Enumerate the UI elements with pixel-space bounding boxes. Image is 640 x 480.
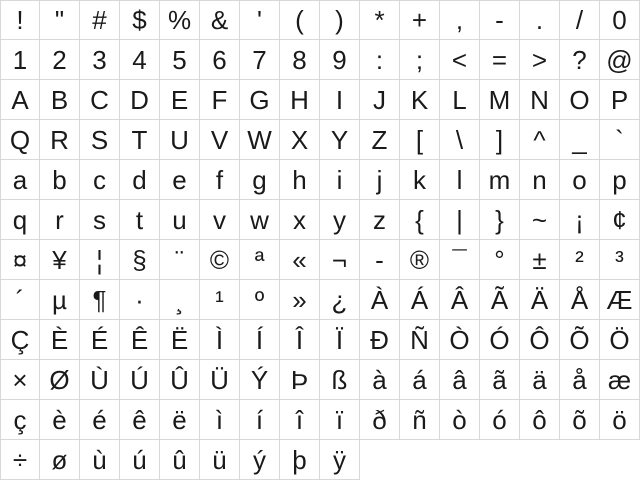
glyph-cell[interactable]: ² bbox=[560, 240, 600, 280]
glyph-cell[interactable]: 5 bbox=[160, 40, 200, 80]
glyph-cell[interactable]: | bbox=[440, 200, 480, 240]
glyph-cell[interactable]: ® bbox=[400, 240, 440, 280]
glyph-cell[interactable]: ò bbox=[440, 400, 480, 440]
glyph-cell[interactable]: Ì bbox=[200, 320, 240, 360]
glyph-cell[interactable]: ± bbox=[520, 240, 560, 280]
glyph-cell[interactable]: D bbox=[120, 80, 160, 120]
glyph-cell[interactable]: Ï bbox=[320, 320, 360, 360]
glyph-cell[interactable]: " bbox=[40, 0, 80, 40]
glyph-cell[interactable]: È bbox=[40, 320, 80, 360]
glyph-cell[interactable]: Q bbox=[0, 120, 40, 160]
glyph-cell[interactable]: _ bbox=[560, 120, 600, 160]
glyph-cell[interactable]: ¥ bbox=[40, 240, 80, 280]
glyph-cell[interactable]: Ä bbox=[520, 280, 560, 320]
glyph-cell[interactable]: X bbox=[280, 120, 320, 160]
glyph-cell[interactable]: # bbox=[80, 0, 120, 40]
glyph-cell[interactable]: Í bbox=[240, 320, 280, 360]
glyph-cell[interactable]: Ç bbox=[0, 320, 40, 360]
glyph-cell[interactable]: ! bbox=[0, 0, 40, 40]
glyph-cell[interactable]: ú bbox=[120, 440, 160, 480]
glyph-cell[interactable]: Ö bbox=[600, 320, 640, 360]
glyph-cell[interactable]: ù bbox=[80, 440, 120, 480]
glyph-cell[interactable]: Â bbox=[440, 280, 480, 320]
glyph-cell[interactable]: Õ bbox=[560, 320, 600, 360]
glyph-cell[interactable]: Ò bbox=[440, 320, 480, 360]
glyph-cell[interactable]: E bbox=[160, 80, 200, 120]
glyph-cell[interactable]: i bbox=[320, 160, 360, 200]
glyph-cell[interactable]: ì bbox=[200, 400, 240, 440]
glyph-cell[interactable]: 9 bbox=[320, 40, 360, 80]
glyph-cell[interactable]: % bbox=[160, 0, 200, 40]
glyph-cell[interactable]: d bbox=[120, 160, 160, 200]
glyph-cell[interactable]: q bbox=[0, 200, 40, 240]
glyph-cell[interactable]: K bbox=[400, 80, 440, 120]
glyph-cell[interactable]: è bbox=[40, 400, 80, 440]
glyph-cell[interactable]: a bbox=[0, 160, 40, 200]
glyph-cell[interactable]: Á bbox=[400, 280, 440, 320]
glyph-cell[interactable]: [ bbox=[400, 120, 440, 160]
glyph-cell[interactable]: º bbox=[240, 280, 280, 320]
glyph-cell[interactable]: ÿ bbox=[320, 440, 360, 480]
glyph-cell[interactable]: ` bbox=[600, 120, 640, 160]
glyph-cell[interactable]: b bbox=[40, 160, 80, 200]
glyph-cell[interactable]: ø bbox=[40, 440, 80, 480]
glyph-cell[interactable]: f bbox=[200, 160, 240, 200]
glyph-cell[interactable]: 8 bbox=[280, 40, 320, 80]
glyph-cell[interactable]: ï bbox=[320, 400, 360, 440]
glyph-cell[interactable]: æ bbox=[600, 360, 640, 400]
glyph-cell[interactable]: - bbox=[480, 0, 520, 40]
glyph-cell[interactable]: v bbox=[200, 200, 240, 240]
glyph-cell[interactable]: Ó bbox=[480, 320, 520, 360]
glyph-cell[interactable]: í bbox=[240, 400, 280, 440]
glyph-cell[interactable]: o bbox=[560, 160, 600, 200]
glyph-cell[interactable]: e bbox=[160, 160, 200, 200]
glyph-cell[interactable]: ¿ bbox=[320, 280, 360, 320]
glyph-cell[interactable]: « bbox=[280, 240, 320, 280]
glyph-cell[interactable]: Å bbox=[560, 280, 600, 320]
glyph-cell[interactable]: ö bbox=[600, 400, 640, 440]
glyph-cell[interactable]: ñ bbox=[400, 400, 440, 440]
glyph-cell[interactable]: p bbox=[600, 160, 640, 200]
glyph-cell[interactable]: ¬ bbox=[320, 240, 360, 280]
glyph-cell[interactable]: § bbox=[120, 240, 160, 280]
glyph-cell[interactable]: û bbox=[160, 440, 200, 480]
glyph-cell[interactable]: ß bbox=[320, 360, 360, 400]
glyph-cell[interactable]: Ñ bbox=[400, 320, 440, 360]
glyph-cell[interactable]: F bbox=[200, 80, 240, 120]
glyph-cell[interactable]: J bbox=[360, 80, 400, 120]
glyph-cell[interactable]: $ bbox=[120, 0, 160, 40]
glyph-cell[interactable]: : bbox=[360, 40, 400, 80]
glyph-cell[interactable]: ð bbox=[360, 400, 400, 440]
glyph-cell[interactable]: ³ bbox=[600, 240, 640, 280]
glyph-cell[interactable]: u bbox=[160, 200, 200, 240]
glyph-cell[interactable]: T bbox=[120, 120, 160, 160]
glyph-cell[interactable]: * bbox=[360, 0, 400, 40]
glyph-cell[interactable]: , bbox=[440, 0, 480, 40]
glyph-cell[interactable]: » bbox=[280, 280, 320, 320]
glyph-cell[interactable]: ¸ bbox=[160, 280, 200, 320]
glyph-cell[interactable]: Æ bbox=[600, 280, 640, 320]
glyph-cell[interactable]: y bbox=[320, 200, 360, 240]
glyph-cell[interactable]: s bbox=[80, 200, 120, 240]
glyph-cell[interactable]: R bbox=[40, 120, 80, 160]
glyph-cell[interactable]: â bbox=[440, 360, 480, 400]
glyph-cell[interactable]: Î bbox=[280, 320, 320, 360]
glyph-cell[interactable]: ) bbox=[320, 0, 360, 40]
glyph-cell[interactable]: = bbox=[480, 40, 520, 80]
glyph-cell[interactable]: C bbox=[80, 80, 120, 120]
glyph-cell[interactable]: ¡ bbox=[560, 200, 600, 240]
glyph-cell[interactable]: L bbox=[440, 80, 480, 120]
glyph-cell[interactable]: ( bbox=[280, 0, 320, 40]
glyph-cell[interactable]: \ bbox=[440, 120, 480, 160]
glyph-cell[interactable]: j bbox=[360, 160, 400, 200]
glyph-cell[interactable]: ó bbox=[480, 400, 520, 440]
glyph-cell[interactable]: . bbox=[520, 0, 560, 40]
glyph-cell[interactable]: M bbox=[480, 80, 520, 120]
glyph-cell[interactable]: k bbox=[400, 160, 440, 200]
glyph-cell[interactable]: & bbox=[200, 0, 240, 40]
glyph-cell[interactable]: à bbox=[360, 360, 400, 400]
glyph-cell[interactable]: - bbox=[360, 240, 400, 280]
glyph-cell[interactable]: · bbox=[120, 280, 160, 320]
glyph-cell[interactable]: ¤ bbox=[0, 240, 40, 280]
glyph-cell[interactable]: ¨ bbox=[160, 240, 200, 280]
glyph-cell[interactable]: Ë bbox=[160, 320, 200, 360]
glyph-cell[interactable]: G bbox=[240, 80, 280, 120]
glyph-cell[interactable]: Û bbox=[160, 360, 200, 400]
glyph-cell[interactable]: ° bbox=[480, 240, 520, 280]
glyph-cell[interactable]: ? bbox=[560, 40, 600, 80]
glyph-cell[interactable]: Ý bbox=[240, 360, 280, 400]
glyph-cell[interactable]: ç bbox=[0, 400, 40, 440]
glyph-cell[interactable]: ü bbox=[200, 440, 240, 480]
glyph-cell[interactable]: w bbox=[240, 200, 280, 240]
glyph-cell[interactable]: Ù bbox=[80, 360, 120, 400]
glyph-cell[interactable]: á bbox=[400, 360, 440, 400]
glyph-cell[interactable]: ~ bbox=[520, 200, 560, 240]
glyph-cell[interactable]: ¶ bbox=[80, 280, 120, 320]
glyph-cell[interactable]: 6 bbox=[200, 40, 240, 80]
glyph-cell[interactable]: @ bbox=[600, 40, 640, 80]
glyph-cell[interactable]: A bbox=[0, 80, 40, 120]
glyph-cell[interactable]: µ bbox=[40, 280, 80, 320]
glyph-cell[interactable]: B bbox=[40, 80, 80, 120]
glyph-cell[interactable]: U bbox=[160, 120, 200, 160]
glyph-cell[interactable]: ý bbox=[240, 440, 280, 480]
glyph-cell[interactable]: ¦ bbox=[80, 240, 120, 280]
glyph-cell[interactable]: H bbox=[280, 80, 320, 120]
glyph-cell[interactable]: ä bbox=[520, 360, 560, 400]
glyph-cell[interactable]: 4 bbox=[120, 40, 160, 80]
glyph-cell[interactable]: < bbox=[440, 40, 480, 80]
glyph-cell[interactable]: m bbox=[480, 160, 520, 200]
glyph-cell[interactable]: t bbox=[120, 200, 160, 240]
glyph-cell[interactable]: ¢ bbox=[600, 200, 640, 240]
glyph-cell[interactable]: ' bbox=[240, 0, 280, 40]
glyph-cell[interactable]: þ bbox=[280, 440, 320, 480]
glyph-cell[interactable]: Ã bbox=[480, 280, 520, 320]
glyph-cell[interactable]: × bbox=[0, 360, 40, 400]
glyph-cell[interactable]: é bbox=[80, 400, 120, 440]
glyph-cell[interactable]: 0 bbox=[600, 0, 640, 40]
glyph-cell[interactable]: ê bbox=[120, 400, 160, 440]
glyph-cell[interactable]: l bbox=[440, 160, 480, 200]
glyph-cell[interactable]: ¯ bbox=[440, 240, 480, 280]
glyph-cell[interactable]: À bbox=[360, 280, 400, 320]
glyph-cell[interactable]: + bbox=[400, 0, 440, 40]
glyph-cell[interactable]: W bbox=[240, 120, 280, 160]
glyph-cell[interactable]: 2 bbox=[40, 40, 80, 80]
glyph-cell[interactable]: O bbox=[560, 80, 600, 120]
glyph-cell[interactable]: ÷ bbox=[0, 440, 40, 480]
glyph-cell[interactable]: Ø bbox=[40, 360, 80, 400]
glyph-cell[interactable]: å bbox=[560, 360, 600, 400]
glyph-cell[interactable]: n bbox=[520, 160, 560, 200]
glyph-cell[interactable]: P bbox=[600, 80, 640, 120]
glyph-cell[interactable]: 3 bbox=[80, 40, 120, 80]
glyph-cell[interactable]: 7 bbox=[240, 40, 280, 80]
glyph-cell[interactable]: Z bbox=[360, 120, 400, 160]
glyph-cell[interactable]: V bbox=[200, 120, 240, 160]
glyph-cell[interactable]: N bbox=[520, 80, 560, 120]
glyph-cell[interactable]: Y bbox=[320, 120, 360, 160]
glyph-cell[interactable]: 1 bbox=[0, 40, 40, 80]
glyph-cell[interactable]: c bbox=[80, 160, 120, 200]
glyph-cell[interactable]: ã bbox=[480, 360, 520, 400]
glyph-cell[interactable]: î bbox=[280, 400, 320, 440]
glyph-cell[interactable]: z bbox=[360, 200, 400, 240]
glyph-cell[interactable]: Ô bbox=[520, 320, 560, 360]
glyph-cell[interactable]: Ü bbox=[200, 360, 240, 400]
glyph-cell[interactable]: ¹ bbox=[200, 280, 240, 320]
glyph-cell[interactable]: g bbox=[240, 160, 280, 200]
glyph-cell[interactable]: { bbox=[400, 200, 440, 240]
glyph-cell[interactable]: r bbox=[40, 200, 80, 240]
glyph-cell[interactable]: ; bbox=[400, 40, 440, 80]
glyph-cell[interactable]: Ê bbox=[120, 320, 160, 360]
glyph-cell[interactable]: > bbox=[520, 40, 560, 80]
glyph-cell[interactable]: ] bbox=[480, 120, 520, 160]
glyph-cell[interactable]: ë bbox=[160, 400, 200, 440]
glyph-cell[interactable]: ª bbox=[240, 240, 280, 280]
glyph-cell[interactable]: Ú bbox=[120, 360, 160, 400]
glyph-cell[interactable]: Þ bbox=[280, 360, 320, 400]
glyph-cell[interactable]: ^ bbox=[520, 120, 560, 160]
glyph-cell[interactable]: © bbox=[200, 240, 240, 280]
glyph-cell[interactable]: I bbox=[320, 80, 360, 120]
glyph-cell[interactable]: Ð bbox=[360, 320, 400, 360]
glyph-cell[interactable]: h bbox=[280, 160, 320, 200]
glyph-cell[interactable]: S bbox=[80, 120, 120, 160]
glyph-cell[interactable]: ô bbox=[520, 400, 560, 440]
glyph-cell[interactable]: ´ bbox=[0, 280, 40, 320]
glyph-cell[interactable]: É bbox=[80, 320, 120, 360]
glyph-cell[interactable]: x bbox=[280, 200, 320, 240]
glyph-cell[interactable]: } bbox=[480, 200, 520, 240]
glyph-cell[interactable]: õ bbox=[560, 400, 600, 440]
glyph-cell[interactable]: / bbox=[560, 0, 600, 40]
